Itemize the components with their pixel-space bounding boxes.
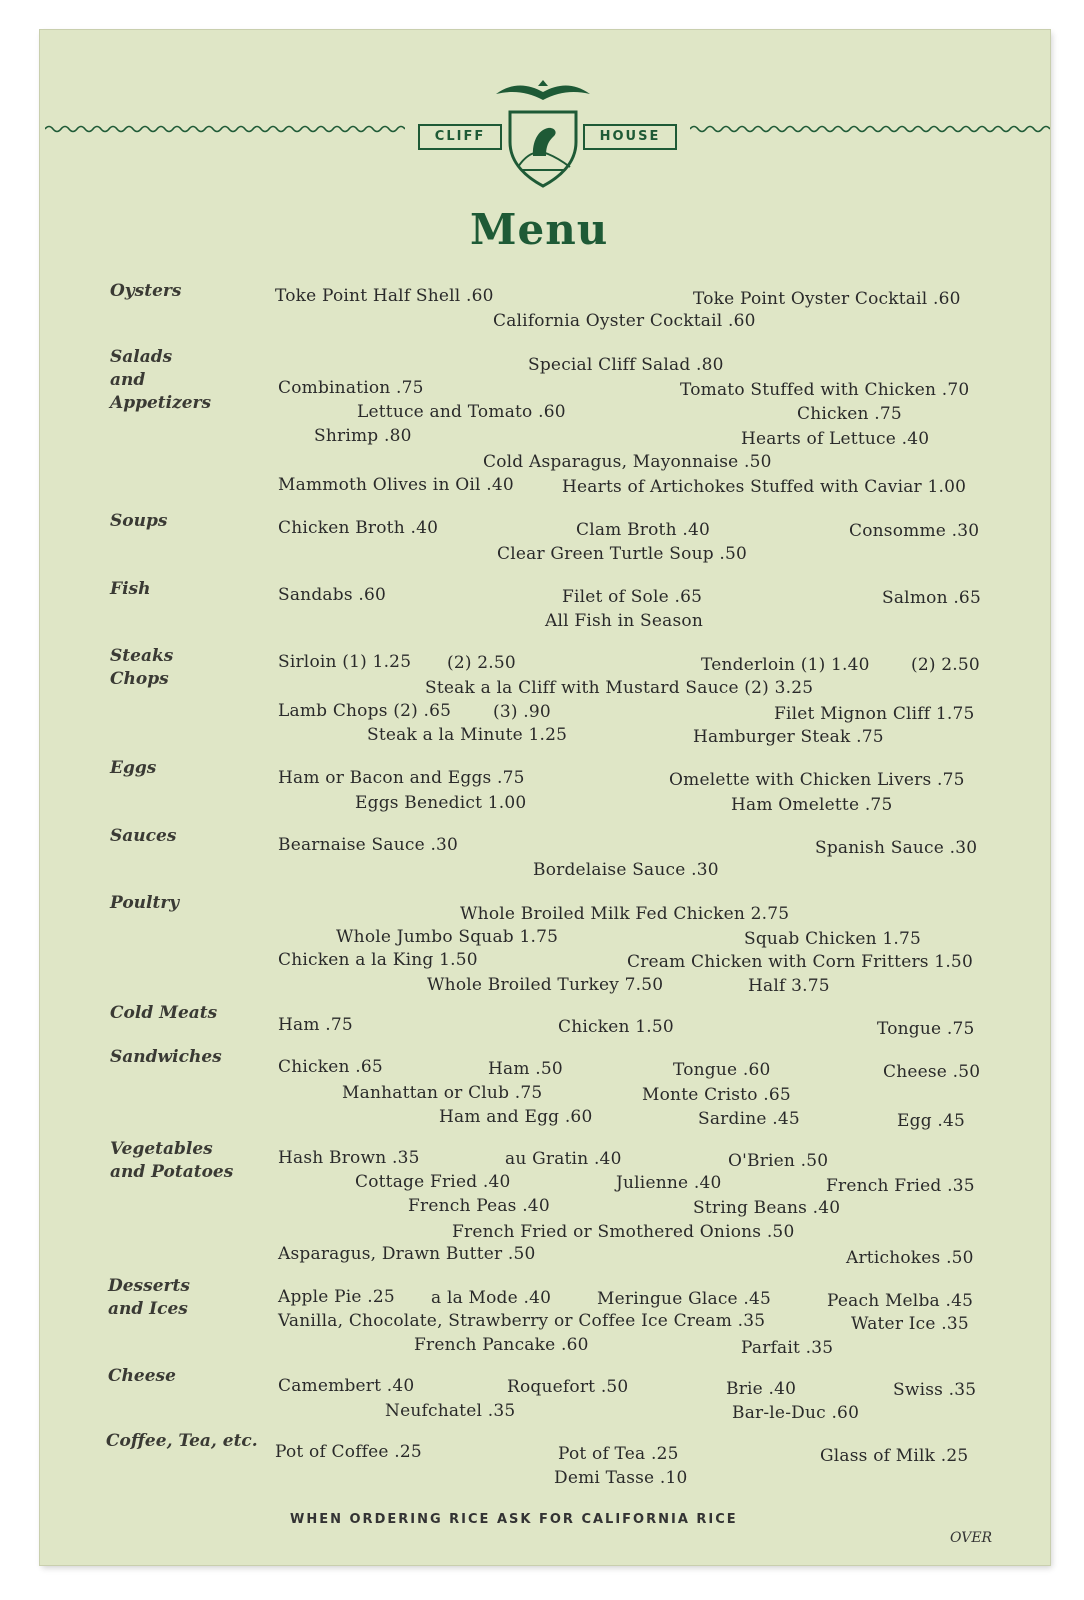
category-sauces: Sauces	[110, 826, 177, 846]
logo-cliff: CLIFF	[418, 124, 502, 150]
menu-title: Menu	[470, 205, 609, 254]
menu-item: Cottage Fried .40	[355, 1172, 511, 1192]
menu-item: French Fried or Smothered Onions .50	[452, 1222, 795, 1242]
menu-item: California Oyster Cocktail .60	[493, 311, 756, 331]
menu-item: Pot of Tea .25	[558, 1444, 679, 1464]
menu-item: Steak a la Minute 1.25	[367, 725, 568, 745]
category-sandwiches: Sandwiches	[110, 1047, 222, 1067]
menu-item: Hearts of Lettuce .40	[741, 429, 930, 449]
category-desserts: Desserts and Ices	[108, 1276, 190, 1319]
menu-item: Ham Omelette .75	[731, 795, 893, 815]
menu-item: French Peas .40	[408, 1196, 550, 1216]
category-cheese: Cheese	[108, 1366, 176, 1386]
menu-item: Whole Broiled Milk Fed Chicken 2.75	[460, 904, 790, 924]
wave-border-right	[690, 124, 1050, 134]
menu-item: Bearnaise Sauce .30	[278, 835, 459, 855]
category-fish: Fish	[110, 579, 151, 599]
menu-item: Hash Brown .35	[278, 1148, 420, 1168]
menu-item: Ham or Bacon and Eggs .75	[278, 768, 525, 788]
menu-item: Cheese .50	[883, 1062, 981, 1082]
menu-item: Whole Jumbo Squab 1.75	[336, 927, 559, 947]
menu-item: Roquefort .50	[507, 1377, 629, 1397]
menu-item: Mammoth Olives in Oil .40	[278, 475, 514, 495]
menu-item: String Beans .40	[693, 1198, 841, 1218]
category-soups: Soups	[110, 511, 168, 531]
menu-item: Neufchatel .35	[385, 1401, 516, 1421]
rice-note: WHEN ORDERING RICE ASK FOR CALIFORNIA RICE	[290, 1512, 738, 1527]
menu-item: Manhattan or Club .75	[342, 1083, 543, 1103]
menu-item: Clam Broth .40	[576, 520, 710, 540]
menu-item: (2) 2.50	[447, 653, 516, 673]
menu-item: Hearts of Artichokes Stuffed with Caviar 1.00	[562, 477, 967, 497]
menu-item: Salmon .65	[882, 588, 981, 608]
menu-item: Bar-le-Duc .60	[732, 1403, 860, 1423]
category-oysters: Oysters	[110, 281, 182, 301]
menu-item: Sirloin (1) 1.25	[278, 652, 412, 672]
menu-item: O'Brien .50	[728, 1151, 829, 1171]
category-eggs: Eggs	[110, 758, 157, 778]
menu-item: Julienne .40	[616, 1173, 722, 1193]
menu-item: Eggs Benedict 1.00	[355, 793, 527, 813]
menu-item: Ham .75	[278, 1015, 353, 1035]
menu-item: Spanish Sauce .30	[815, 838, 978, 858]
menu-item: Sardine .45	[698, 1109, 800, 1129]
menu-item: Artichokes .50	[846, 1248, 974, 1268]
menu-item: Ham .50	[488, 1059, 563, 1079]
menu-item: Shrimp .80	[314, 426, 412, 446]
category-salads: Salads and Appetizers	[110, 347, 212, 413]
menu-item: Tenderloin (1) 1.40	[701, 655, 870, 675]
menu-item: Sandabs .60	[278, 585, 386, 605]
seal-rock-crest-icon	[488, 72, 598, 192]
logo-house: HOUSE	[583, 124, 677, 150]
menu-item: Chicken .75	[797, 404, 902, 424]
menu-item: Ham and Egg .60	[439, 1107, 593, 1127]
menu-item: Half 3.75	[748, 976, 830, 996]
menu-item: Asparagus, Drawn Butter .50	[278, 1244, 536, 1264]
category-steaks-chops: Steaks Chops	[110, 646, 174, 689]
menu-item: au Gratin .40	[505, 1149, 622, 1169]
menu-item: Camembert .40	[278, 1376, 415, 1396]
menu-item: Toke Point Half Shell .60	[275, 286, 494, 306]
menu-item: Tongue .60	[673, 1060, 771, 1080]
menu-item: Hamburger Steak .75	[693, 727, 884, 747]
category-cold-meats: Cold Meats	[110, 1003, 218, 1023]
menu-item: (3) .90	[493, 702, 551, 722]
menu-item: Swiss .35	[893, 1380, 977, 1400]
menu-item: Bordelaise Sauce .30	[533, 860, 719, 880]
menu-item: Lettuce and Tomato .60	[357, 402, 566, 422]
category-vegetables: Vegetables and Potatoes	[110, 1139, 234, 1182]
menu-item: Meringue Glace .45	[597, 1289, 772, 1309]
menu-item: Demi Tasse .10	[554, 1468, 688, 1488]
menu-item: Filet of Sole .65	[562, 587, 703, 607]
menu-item: Filet Mignon Cliff 1.75	[774, 704, 975, 724]
menu-item: All Fish in Season	[545, 611, 704, 631]
category-poultry: Poultry	[110, 893, 180, 913]
menu-item: Toke Point Oyster Cocktail .60	[693, 289, 961, 309]
menu-item: Whole Broiled Turkey 7.50	[427, 975, 664, 995]
menu-item: Combination .75	[278, 378, 424, 398]
menu-item: Peach Melba .45	[827, 1291, 974, 1311]
over-label: OVER	[950, 1530, 993, 1546]
menu-item: Tongue .75	[877, 1019, 975, 1039]
menu-item: Parfait .35	[741, 1338, 834, 1358]
menu-item: French Pancake .60	[414, 1335, 589, 1355]
menu-item: Lamb Chops (2) .65	[278, 701, 452, 721]
menu-item: Water Ice .35	[851, 1314, 969, 1334]
menu-item: Tomato Stuffed with Chicken .70	[680, 380, 970, 400]
menu-item: French Fried .35	[826, 1176, 975, 1196]
category-coffee-tea: Coffee, Tea, etc.	[106, 1431, 258, 1451]
menu-item: Monte Cristo .65	[642, 1085, 791, 1105]
menu-item: Pot of Coffee .25	[275, 1442, 422, 1462]
menu-item: Vanilla, Chocolate, Strawberry or Coffee Ice Cream .35	[278, 1311, 766, 1331]
menu-item: Squab Chicken 1.75	[744, 929, 921, 949]
wave-border-left	[45, 124, 405, 134]
menu-item: Cream Chicken with Corn Fritters 1.50	[627, 952, 973, 972]
menu-item: Apple Pie .25	[278, 1287, 395, 1307]
menu-item: a la Mode .40	[431, 1288, 552, 1308]
menu-item: Consomme .30	[849, 521, 980, 541]
menu-item: Egg .45	[897, 1111, 966, 1131]
menu-item: Chicken .65	[278, 1057, 383, 1077]
menu-item: Glass of Milk .25	[820, 1446, 969, 1466]
menu-item: Clear Green Turtle Soup .50	[497, 544, 748, 564]
menu-item: Steak a la Cliff with Mustard Sauce (2) 3.25	[425, 678, 814, 698]
menu-item: Brie .40	[726, 1379, 797, 1399]
menu-item: Chicken a la King 1.50	[278, 950, 478, 970]
menu-item: (2) 2.50	[911, 655, 980, 675]
menu-item: Cold Asparagus, Mayonnaise .50	[483, 452, 772, 472]
menu-item: Omelette with Chicken Livers .75	[669, 770, 965, 790]
menu-item: Special Cliff Salad .80	[528, 355, 724, 375]
menu-item: Chicken 1.50	[558, 1017, 674, 1037]
menu-item: Chicken Broth .40	[278, 518, 439, 538]
